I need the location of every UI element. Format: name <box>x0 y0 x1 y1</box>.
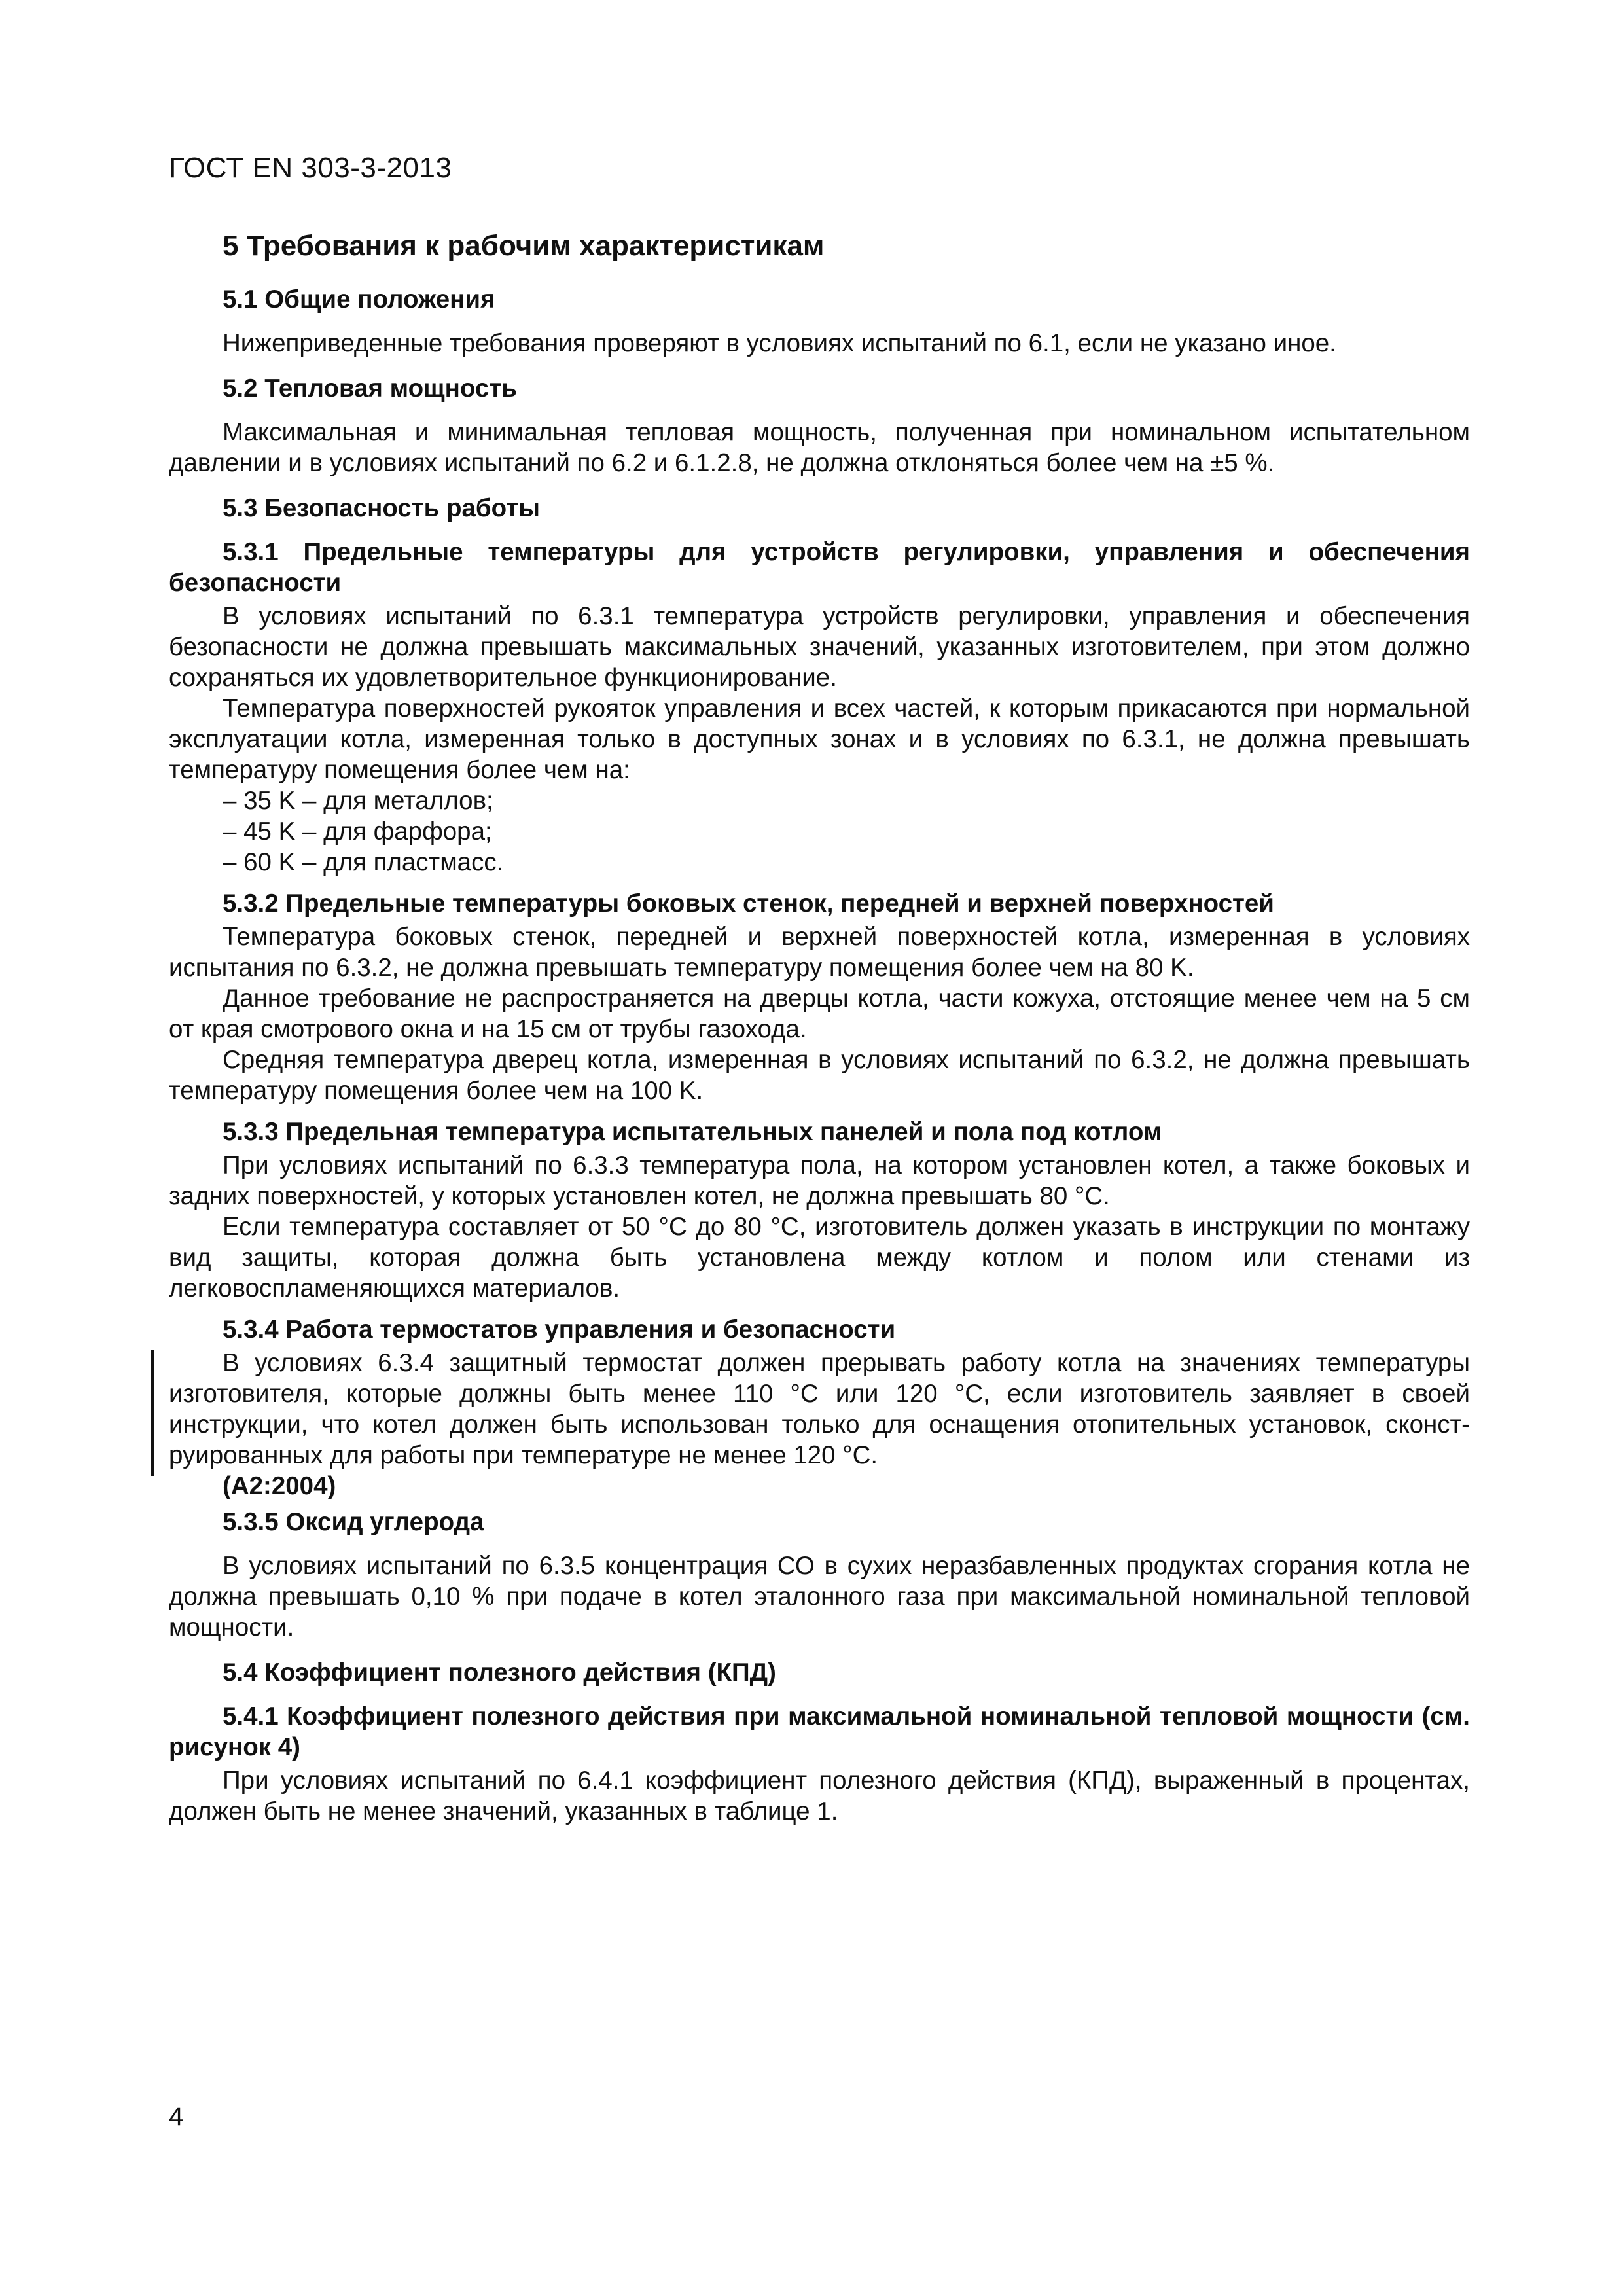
section-5-3-2-paragraph-1: Температура боковых стенок, передней и верхней поверхностей котла, измеренная в условиях испытания по 6.3.2, не должна превышать температуру помещения более чем на 80 K. <box>169 923 1470 982</box>
section-5-3-2-paragraph-3: Средняя температура дверец котла, измеренная в условиях испытаний по 6.3.2, не должна превышать температуру помещения более чем на 100 K. <box>169 1046 1470 1105</box>
section-5-1-title: 5.1 Общие положения <box>223 285 495 314</box>
section-5-3-2-paragraph-2: Данное требование не распространяется на дверцы котла, части кожуха, отстоящие менее чем на 5 см от края смотрового окна и на 15 см от трубы газохода. <box>169 984 1470 1043</box>
section-5-4-1-paragraph-1: При условиях испытаний по 6.4.1 коэффициент полезного действия (КПД), выраженный в процентах, должен быть не менее значений, указанных в таблице 1. <box>169 1767 1470 1825</box>
list-item-plastics: – 60 K – для пластмасс. <box>223 848 504 876</box>
list-item-porcelain: – 45 K – для фарфора; <box>223 817 492 846</box>
section-5-title: 5 Требования к рабочим характеристикам <box>223 230 825 262</box>
list-item-metals: – 35 K – для металлов; <box>223 787 493 815</box>
document-body <box>169 228 1470 1827</box>
section-5-4-1-title: 5.4.1 Коэффициент полезного действия при максимальной номинальной тепловой мощности (см. рисунок 4) <box>169 1702 1470 1761</box>
section-5-3-1-paragraph-1: В условиях испытаний по 6.3.1 температура устройств регулировки, управления и обеспечения безопасности не должна превышать максимальных значений, указанных изготовителем, при этом должно сохраняться их удовлетворительное функционирование. <box>169 602 1470 692</box>
page-number: 4 <box>169 2102 184 2131</box>
section-5-3-5-title: 5.3.5 Оксид углерода <box>223 1508 484 1536</box>
amendment-reference: (А2:2004) <box>223 1472 336 1500</box>
section-5-3-4-paragraph-1: В условиях 6.3.4 защитный термостат должен прерывать работу котла на значениях температуры изготовителя, которые должны быть менее 110 °С или 120 °С, если изготовитель заявляет в своей инструкции, что котел должен быть использован только для оснащения отопительных установок, сконструированных для работы при температуре не менее 120 °С. <box>169 1349 1470 1469</box>
section-5-3-1-paragraph-2: Температура поверхностей рукояток управления и всех частей, к которым прикасаются при нормальной эксплуатации котла, измеренная только в доступных зонах и в условиях по 6.3.1, не должна превышать температуру помещения более чем на: <box>169 694 1470 784</box>
section-5-3-1-title: 5.3.1 Предельные температуры для устройств регулировки, управления и обеспечения безопасности <box>169 538 1470 597</box>
section-5-3-5-paragraph-1: В условиях испытаний по 6.3.5 концентрация СО в сухих неразбавленных продуктах сгорания котла не должна превышать 0,10 % при подаче в котел эталонного газа при максимальной номинальной тепловой мощности. <box>169 1552 1470 1641</box>
section-5-3-3-title: 5.3.3 Предельная температура испытательных панелей и пола под котлом <box>223 1118 1162 1146</box>
section-5-4-title: 5.4 Коэффициент полезного действия (КПД) <box>223 1659 776 1687</box>
section-5-2-title: 5.2 Тепловая мощность <box>223 374 517 403</box>
amendment-change-bar <box>151 1350 154 1476</box>
section-5-3-3-paragraph-1: При условиях испытаний по 6.3.3 температура пола, на котором установлен котел, а также боковых и задних поверхностей, у которых установлен котел, не должна превышать 80 °С. <box>169 1151 1470 1210</box>
document-code-header: ГОСТ EN 303-3-2013 <box>169 152 452 184</box>
section-5-1-text: Нижеприведенные требования проверяют в условиях испытаний по 6.1, если не указано иное. <box>223 329 1336 357</box>
section-5-2-text: Максимальная и минимальная тепловая мощность, полученная при номинальном испытательном давлении и в условиях испытаний по 6.2 и 6.1.2.8, не должна отклоняться более чем на ±5 %. <box>169 418 1470 477</box>
section-5-3-3-paragraph-2: Если температура составляет от 50 °С до 80 °С, изготовитель должен указать в инструкции по монтажу вид защиты, которая должна быть установлена между котлом и полом или стенами из легковоспламеняющихся материалов. <box>169 1213 1470 1302</box>
section-5-3-title: 5.3 Безопасность работы <box>223 494 540 522</box>
section-5-3-4-title: 5.3.4 Работа термостатов управления и безопасности <box>223 1316 896 1344</box>
amended-block <box>169 1348 1470 1471</box>
section-5-3-2-title: 5.3.2 Предельные температуры боковых стенок, передней и верхней поверхностей <box>223 889 1274 918</box>
